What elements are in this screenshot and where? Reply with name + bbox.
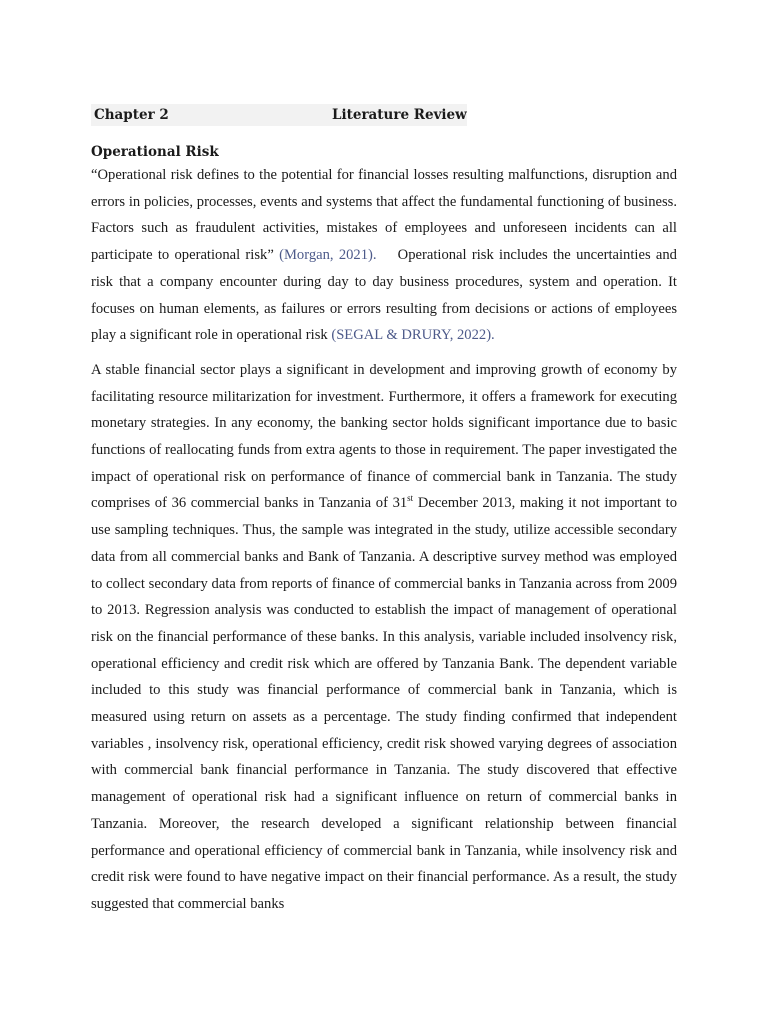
- paragraph2-text-b: December 2013, making it not important to use sampling techniques. Thus, the sample was integrated in the study, utilize accessible secondary data from all commercial banks and Bank of Tanzania. A descriptive survey method was employed to collect secondary data from reports of finance of commercial banks in Tanzania across from 2009 to 2013. Regression analysis was conducted to establish the impact of management of operational risk on the financial performance of these banks. In this analysis, variable included insolvency risk, operational efficiency and credit risk which are offered by Tanzania Bank. The dependent variable included to this study was financial performance of commercial bank in Tanzania, which is measured using return on assets as a percentage. The study finding confirmed that independent variables , insolvency risk, operational efficiency, credit risk showed varying degrees of association with commercial bank financial performance in Tanzania. The study discovered that effective management of operational risk had a significant influence on return of commercial banks in Tanzania. Moreover, the research developed a significant relationship between financial performance and operational efficiency of commercial bank in Tanzania, while insolvency risk and credit risk were found to have negative impact on their financial performance. As a result, the study suggested that commercial banks: [91, 495, 678, 912]
- chapter-number: Chapter 2: [94, 107, 169, 123]
- paragraph-financial-sector: [91, 357, 677, 918]
- paragraph2-text-a: A stable financial sector plays a significant in development and improving growth of economy by facilitating resource militarization for investment. Furthermore, it offers a framework for executing monetary strategies. In any economy, the banking sector holds significant importance due to basic functions of reallocating funds from extra agents to those in requirement. The paper investigated the impact of operational risk on performance of finance of commercial bank in Tanzania. The study comprises of 36 commercial banks in Tanzania of 31: [91, 361, 677, 512]
- ordinal-superscript: st: [407, 493, 414, 504]
- citation-segal-drury: (SEGAL & DRURY, 2022).: [331, 327, 495, 344]
- paragraph1-text-b: Operational risk includes the uncertainties and risk that a company encounter during day to day business procedures, system and operation. It focuses on human elements, as failures or errors resulting from decisions or actions of employees play a significant role in operational risk: [91, 247, 688, 344]
- section-heading: Operational Risk: [91, 144, 219, 160]
- paragraph-operational-risk: [91, 162, 688, 349]
- paragraph1-text-a: “Operational risk defines to the potential for financial losses resulting malfunctions, disruption and errors in policies, processes, events and systems that affect the fundamental functioning of business. Factors such as fraudulent activities, mistakes of employees and unforeseen incidents can all participate to operational risk”: [91, 167, 677, 264]
- chapter-title: Literature Review: [332, 107, 467, 123]
- chapter-header: [91, 104, 467, 126]
- document-page: [91, 104, 688, 918]
- citation-morgan: (Morgan, 2021).: [279, 247, 377, 264]
